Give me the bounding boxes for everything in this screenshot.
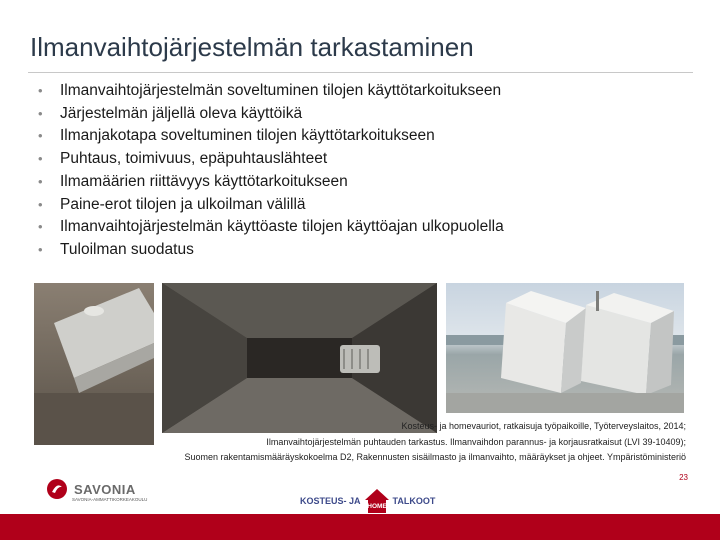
reference-line: Suomen rakentamismääräyskokoelma D2, Rakennusten sisäilmasto ja ilmanvaihto, määräykset ja ohjeet. Ympäristöministeriö xyxy=(184,452,686,462)
bullet-marker: • xyxy=(38,241,43,257)
bullet-text: Ilmamäärien riittävyys käyttötarkoitukseen xyxy=(60,172,348,190)
duct-diffuser-photo xyxy=(34,283,154,445)
title-divider xyxy=(28,72,693,73)
bullet-marker: • xyxy=(38,173,43,189)
savonia-logo xyxy=(46,478,148,502)
bullet-marker: • xyxy=(38,128,43,144)
bullet-item xyxy=(38,194,504,217)
bullet-item xyxy=(38,148,504,171)
bullet-item xyxy=(38,216,504,239)
page-number: 23 xyxy=(679,473,688,482)
home-house-icon xyxy=(364,488,390,514)
bullet-text: Ilmanvaihtojärjestelmän käyttöaste tilojen käyttöajan ulkopuolella xyxy=(60,218,504,236)
bullet-marker: • xyxy=(38,105,43,121)
bullet-text: Puhtaus, toimivuus, epäpuhtauslähteet xyxy=(60,150,328,168)
logo-text-left: KOSTEUS- JA xyxy=(300,496,361,506)
duct-interior-photo xyxy=(162,283,437,433)
reference-line: Kosteus- ja homevauriot, ratkaisuja työpaikoille, Työterveyslaitos, 2014; xyxy=(401,421,686,431)
kosteus-home-talkoot-logo xyxy=(300,488,435,514)
bullet-marker: • xyxy=(38,83,43,98)
bullet-item xyxy=(38,125,504,148)
bullet-list xyxy=(38,80,504,262)
savonia-subtitle: SAVONIA-AMMATTIKORKEAKOULU xyxy=(72,497,148,502)
home-label: HOME xyxy=(366,503,387,510)
bullet-text: Tuloilman suodatus xyxy=(60,240,194,258)
footer-bar xyxy=(0,514,720,540)
savonia-name: SAVONIA xyxy=(74,481,136,497)
bullet-text: Järjestelmän jäljellä oleva käyttöikä xyxy=(60,104,303,122)
bullet-text: Ilmanvaihtojärjestelmän soveltuminen tilojen käyttötarkoitukseen xyxy=(60,82,502,99)
bullet-marker: • xyxy=(38,196,43,212)
bullet-item xyxy=(38,103,504,126)
references xyxy=(184,419,686,466)
bullet-marker: • xyxy=(38,151,43,167)
bullet-text: Paine-erot tilojen ja ulkoilman välillä xyxy=(60,195,306,213)
logo-text-right: TALKOOT xyxy=(392,496,436,506)
bullet-item xyxy=(38,239,504,262)
savonia-emblem-icon xyxy=(46,478,68,500)
bullet-text: Ilmanjakotapa soveltuminen tilojen käyttötarkoitukseen xyxy=(60,127,435,145)
bullet-item xyxy=(38,80,504,103)
rooftop-units-photo xyxy=(446,283,684,413)
bullet-marker: • xyxy=(38,219,43,235)
reference-line: Ilmanvaihtojärjestelmän puhtauden tarkastus. Ilmanvaihdon parannus- ja korjausratkaisut (LVI 39-10409); xyxy=(266,436,686,447)
bullet-item xyxy=(38,171,504,194)
slide-title: Ilmanvaihtojärjestelmän tarkastaminen xyxy=(30,32,474,62)
